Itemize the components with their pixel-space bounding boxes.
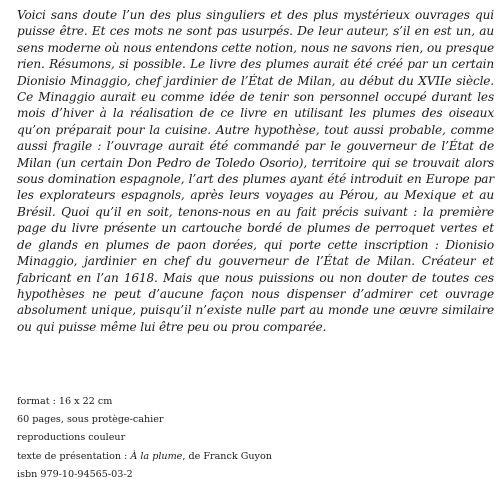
spec-isbn: isbn 979-10-94565-03-2 [17, 468, 133, 480]
description-paragraph: Voici sans doute l’un des plus singuliers et des plus mystérieux ouvrages qui puisse être. Et ces mots ne sont pas usurpés. De leur auteur, s’il en est un, au sens moderne où nous entendons cette notion, nous ne savons rien, ou presque rien. Résumons, si possible. Le livre des plumes aurait été créé par un certain Dionisio Minaggio, chef jardinier de l’État de Milan, au début du XVIIe siècle. Ce Minaggio aurait eu comme idée de tenir son personnel occupé durant les mois d’hiver à la réalisation de ce livre en utilisant les plumes des oiseaux qu’on préparait pour la cuisine. Autre hypothèse, tout aussi probable, comme aussi fragile : l’ouvrage aurait été commandé par le gouverneur de l’État de Milan (un certain Don Pedro de Toledo Osorio), territoire qui se trouvait alors sous domination espagnole, l’art des plumes ayant été introduit en Europe par les explorateurs espagnols, après leurs voyages au Pérou, au Mexique et au Brésil. Quoi qu’il en soit, tenons-nous en au fait précis suivant : la première page du livre présente un cartouche bordé de plumes de perroquet vertes et de glands en plumes de paon dorées, qui porte cette inscription : Dionisio Minaggio, jardinier en chef du gouverneur de l’État de Milan. Créateur et fabricant en l’an 1618. Mais que nous puissions ou non douter de toutes ces hypothèses ne peut d’aucune façon nous dispenser d’admirer cet ouvrage absolument unique, puisqu’il n’existe nulle part au monde une œuvre similaire ou qui puisse même lui être peu ou prou comparée. [17, 8, 494, 334]
spec-presentation-prefix: texte de présentation : [17, 450, 131, 462]
spec-pages: 60 pages, sous protège-cahier [17, 414, 164, 426]
product-specs [17, 393, 272, 484]
product-description-block [17, 7, 494, 335]
spec-illustrations: reproductions couleur [17, 432, 126, 444]
spec-format: format : 16 x 22 cm [17, 396, 113, 407]
spec-presentation-suffix: , de Franck Guyon [182, 450, 272, 462]
spec-presentation-title: À la plume [130, 450, 183, 462]
spec-presentation [17, 448, 272, 466]
